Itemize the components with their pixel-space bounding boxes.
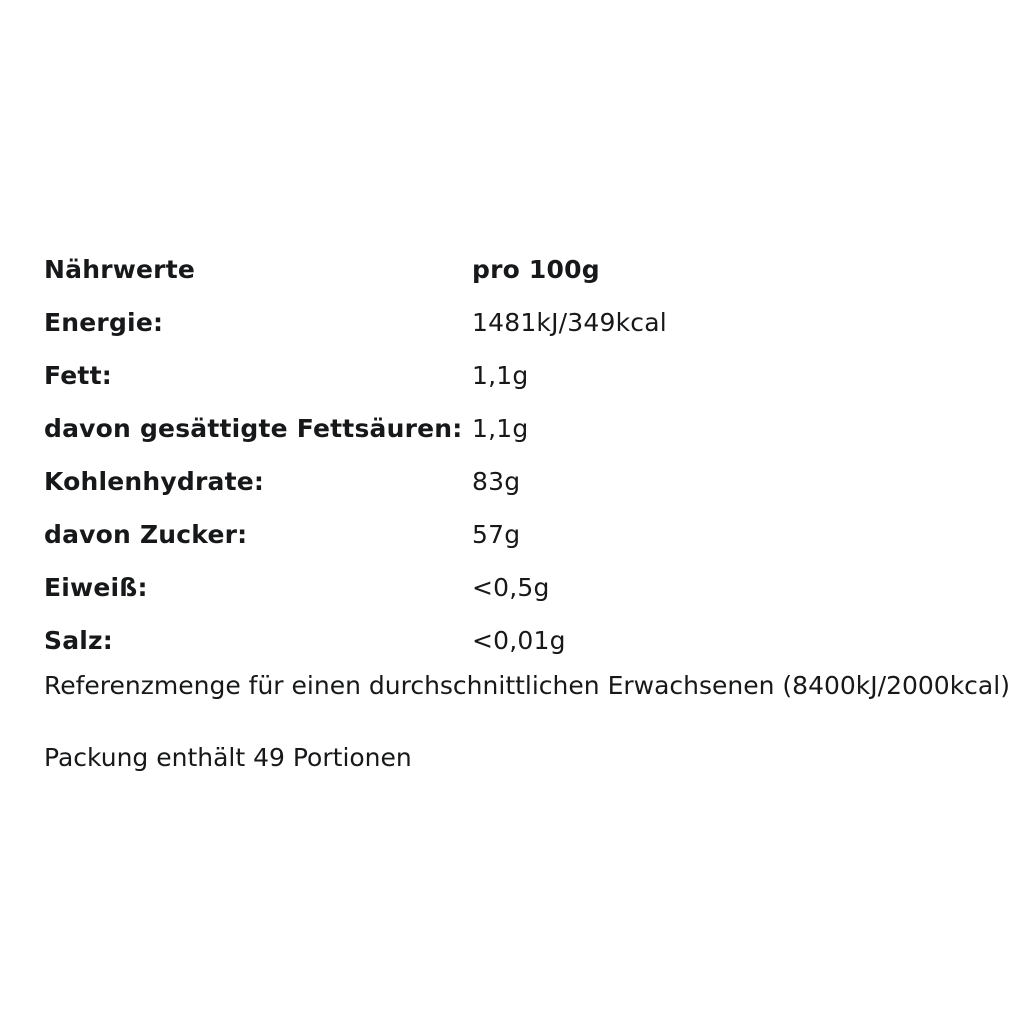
portions-note: Packung enthält 49 Portionen: [44, 743, 412, 772]
nutrition-table-body: [44, 243, 984, 667]
nutrient-value-zucker: 57g: [472, 519, 521, 549]
nutrient-name-zucker: davon Zucker:: [44, 519, 248, 549]
nutrient-name-eiweiss: Eiweiß:: [44, 572, 148, 602]
reference-intake-note: Referenzmenge für einen durchschnittlichen Erwachsenen (8400kJ/2000kcal): [44, 671, 1010, 700]
nutrition-table: [44, 243, 984, 667]
nutrient-name-energie: Energie:: [44, 307, 164, 337]
nutrient-value-fett: 1,1g: [472, 360, 529, 390]
nutrient-value-energie: 1481kJ/349kcal: [472, 307, 667, 337]
table-row: [44, 296, 984, 349]
table-row: [44, 349, 984, 402]
table-row: [44, 508, 984, 561]
table-header-value: pro 100g: [472, 254, 600, 284]
nutrient-name-salz: Salz:: [44, 625, 113, 655]
nutrient-value-eiweiss: <0,5g: [472, 572, 550, 602]
nutrient-name-kohlenhydrate: Kohlenhydrate:: [44, 466, 265, 496]
nutrition-facts-block: [44, 243, 984, 667]
nutrient-name-fett: Fett:: [44, 360, 112, 390]
table-row: [44, 402, 984, 455]
table-row: [44, 614, 984, 667]
table-header-name: Nährwerte: [44, 254, 196, 284]
table-row: [44, 561, 984, 614]
nutrient-value-gesaettigte-fettsaeuren: 1,1g: [472, 413, 529, 443]
nutrient-name-gesaettigte-fettsaeuren: davon gesättigte Fettsäuren:: [44, 413, 463, 443]
table-header-row: [44, 243, 984, 296]
nutrient-value-salz: <0,01g: [472, 625, 566, 655]
table-row: [44, 455, 984, 508]
nutrient-value-kohlenhydrate: 83g: [472, 466, 521, 496]
